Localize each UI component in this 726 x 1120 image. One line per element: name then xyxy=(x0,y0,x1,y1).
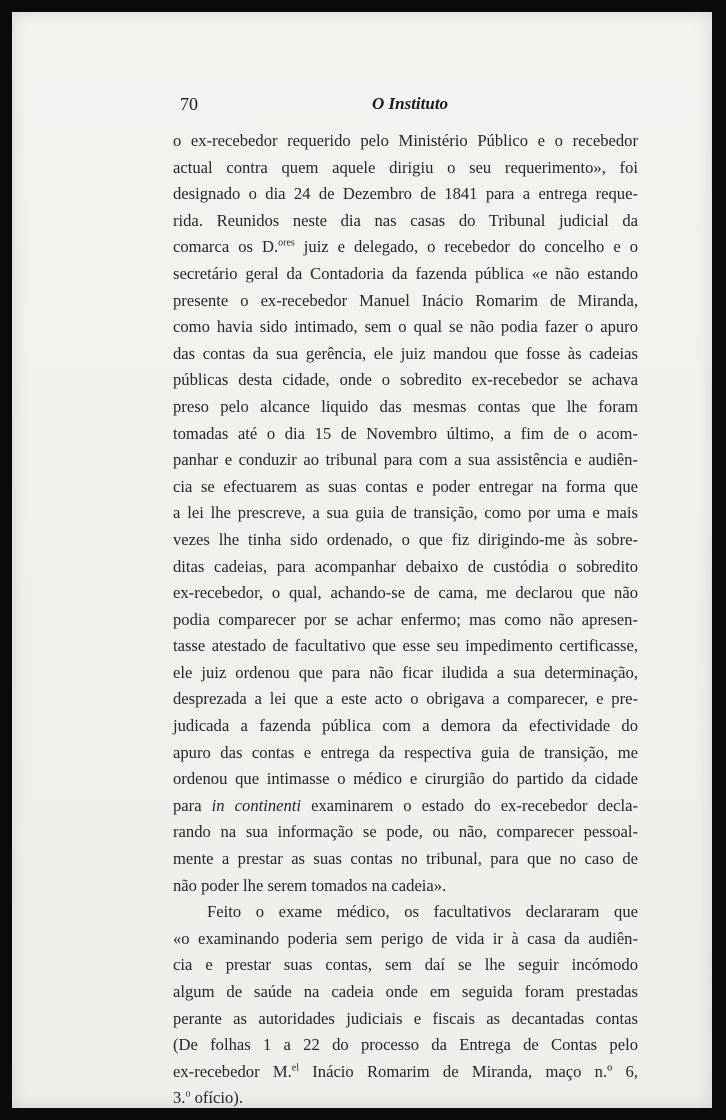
line-segment: comarca os D. xyxy=(173,237,279,257)
line-segment: o ex-recebedor requerido pelo Ministério Público e o recebedor xyxy=(173,131,638,150)
text-line xyxy=(173,367,638,394)
text-line xyxy=(173,740,638,767)
text-line xyxy=(173,926,638,953)
line-segment: judicada a fazenda pública com a demora da efectividade do xyxy=(173,716,638,736)
line-segment: públicas desta cidade, onde o sobredito ex-recebedor se achava xyxy=(173,370,638,390)
line-segment: tomadas até o dia 15 de Novembro último, a fim de o acom- xyxy=(173,423,638,443)
page-number: 70 xyxy=(180,94,198,114)
line-segment: podia comparecer por se achar enfermo; mas como não apresen- xyxy=(173,609,638,629)
text-line xyxy=(173,394,638,421)
text-line xyxy=(173,155,638,182)
line-segment: para xyxy=(173,795,212,815)
line-segment: perante as autoridades judiciais e fiscais as decantadas contas xyxy=(173,1008,638,1028)
line-segment: algum de saúde na cadeia onde em seguida foram prestadas xyxy=(173,982,638,1001)
line-segment: panhar e conduzir ao tribunal para com a sua assistência e audiên- xyxy=(173,450,638,470)
line-segment: não poder lhe serem tomados na cadeia». xyxy=(173,875,447,895)
text-line xyxy=(173,554,638,581)
superscript: ores xyxy=(278,237,295,249)
text-line xyxy=(173,819,638,846)
text-line xyxy=(173,341,638,368)
line-segment: rida. Reunidos neste dia nas casas do Tribunal judicial da xyxy=(173,210,638,230)
line-segment: presente o ex-recebedor Manuel Inácio Romarim de Miranda, xyxy=(173,290,638,310)
line-segment: juiz e delegado, o recebedor do concelho e o xyxy=(294,237,639,257)
line-segment: ele juiz ordenou que para não ficar iludida a sua determinação, xyxy=(173,662,638,682)
line-segment: cia e prestar suas contas, sem daí se lhe seguir incómodo xyxy=(173,955,638,975)
superscript: el xyxy=(291,1062,299,1074)
line-segment: como havia sido intimado, sem o qual se não podia fazer o apuro xyxy=(173,317,638,337)
text-line xyxy=(173,686,638,713)
superscript: o xyxy=(185,1088,191,1100)
line-segment: preso pelo alcance liquido das mesmas contas que lhe foram xyxy=(173,396,638,416)
text-line xyxy=(173,1085,638,1112)
text-line xyxy=(173,1059,638,1086)
line-segment: ofício). xyxy=(190,1088,243,1108)
text-line xyxy=(173,474,638,501)
line-segment: Inácio Romarim de Miranda, maço n.º 6, xyxy=(298,1061,638,1081)
line-segment: ordenou que intimasse o médico e cirurgião do partido da cidade xyxy=(173,769,638,789)
text-line xyxy=(173,766,638,793)
line-segment: ex-recebedor, o qual, achando-se de cama, me declarou que não xyxy=(173,583,638,603)
body-text xyxy=(173,128,638,1112)
text-line xyxy=(173,846,638,873)
text-line xyxy=(173,527,638,554)
text-line xyxy=(173,288,638,315)
line-segment: (De folhas 1 a 22 do processo da Entrega de Contas pelo xyxy=(173,1035,638,1055)
text-line xyxy=(173,713,638,740)
line-segment: vezes lhe tinha sido ordenado, o que fiz dirigindo-me às sobre- xyxy=(173,529,638,549)
line-segment: designado o dia 24 de Dezembro de 1841 para a entrega reque- xyxy=(173,184,638,204)
text-line xyxy=(173,633,638,660)
text-line xyxy=(173,873,638,900)
text-line xyxy=(173,1006,638,1033)
line-segment: a lei lhe prescreve, a sua guia de transição, como por uma e mais xyxy=(173,503,638,523)
text-line xyxy=(173,660,638,687)
text-line xyxy=(173,128,638,155)
line-segment: rando na sua informação se pode, ou não, comparecer pessoal- xyxy=(173,822,638,842)
running-title: O Instituto xyxy=(372,94,449,113)
line-segment: desprezada a lei que a este acto o obrigava a comparecer, e pre- xyxy=(173,689,638,709)
text-line xyxy=(173,421,638,448)
line-segment: ex-recebedor M. xyxy=(173,1061,292,1081)
line-segment: das contas da sua gerência, ele juiz mandou que fosse às cadeias xyxy=(173,343,638,363)
text-line xyxy=(173,979,638,1006)
line-segment: ditas cadeias, para acompanhar debaixo de custódia o sobredito xyxy=(173,556,638,576)
text-line xyxy=(173,952,638,979)
text-line xyxy=(173,234,638,261)
text-line xyxy=(173,447,638,474)
text-line xyxy=(173,1032,638,1059)
line-segment: tasse atestado de facultativo que esse seu impedimento certificasse, xyxy=(173,636,638,656)
text-line xyxy=(173,500,638,527)
italic-phrase: in continenti xyxy=(211,795,302,815)
text-line xyxy=(173,314,638,341)
line-segment: cia se efectuarem as suas contas e poder entregar na forma que xyxy=(173,476,638,496)
line-segment: actual contra quem aquele dirigiu o seu requerimento», foi xyxy=(173,157,638,177)
page-header xyxy=(172,94,652,124)
line-segment: «o examinando poderia sem perigo de vida ir à casa da audiên- xyxy=(173,928,638,948)
text-line xyxy=(173,899,638,926)
text-line xyxy=(173,208,638,235)
line-segment: examinarem o estado do ex-recebedor decla- xyxy=(301,795,639,815)
text-line xyxy=(173,607,638,634)
line-segment: secretário geral da Contadoria da fazenda pública «e não estando xyxy=(173,263,638,283)
line-segment: apuro das contas e entrega da respectiva guia de transição, me xyxy=(173,742,638,762)
text-line xyxy=(173,261,638,288)
line-segment: mente a prestar as suas contas no tribunal, para que no caso de xyxy=(173,849,638,869)
text-line xyxy=(173,793,638,820)
text-line xyxy=(173,181,638,208)
text-line xyxy=(173,580,638,607)
line-segment: 3. xyxy=(173,1088,186,1108)
line-segment: Feito o exame médico, os facultativos declararam que xyxy=(207,902,638,922)
